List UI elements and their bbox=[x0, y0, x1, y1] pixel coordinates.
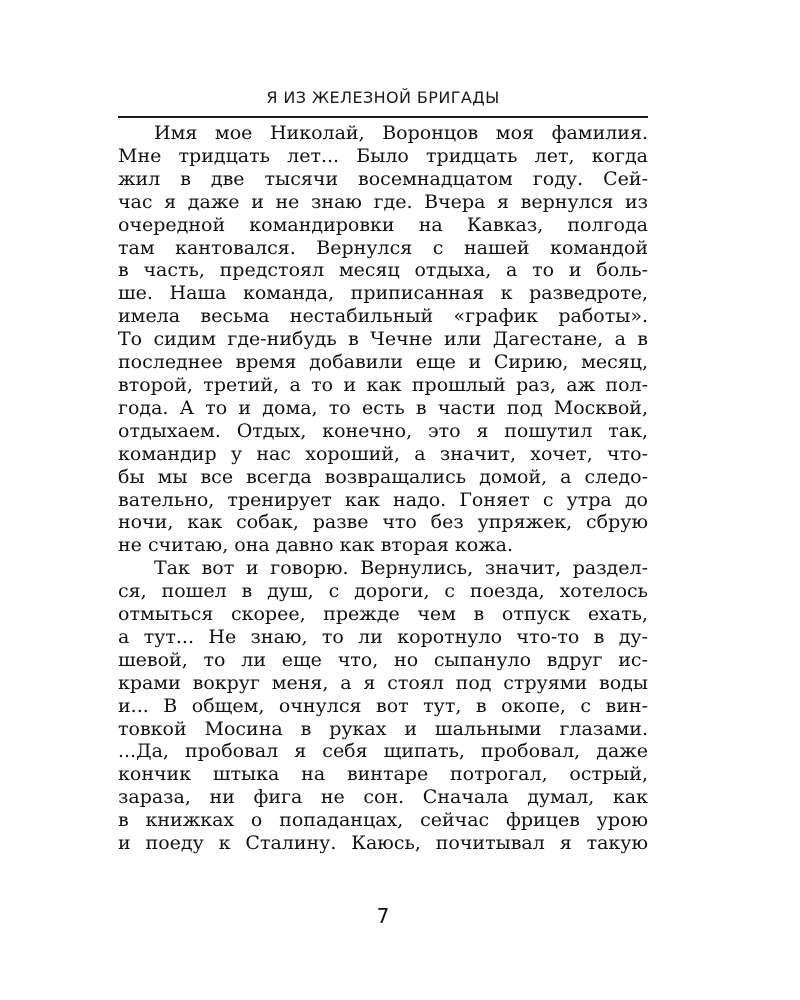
text-line: Так вот и говорю. Вернулись, значит, раздел- bbox=[154, 557, 648, 580]
text-line: ся, пошел в душ, с дороги, с поезда, хотелось bbox=[118, 580, 648, 603]
text-line: ...Да, пробовал я себя щипать, пробовал, даже bbox=[118, 740, 648, 763]
text-line: года. А то и дома, то есть в части под Москвой, bbox=[118, 396, 648, 419]
text-line: командир у нас хороший, а значит, хочет, что- bbox=[118, 442, 648, 465]
text-line: кончик штыка на винтаре потрогал, острый, bbox=[118, 763, 648, 786]
text-line: Имя мое Николай, Воронцов моя фамилия. bbox=[154, 122, 648, 144]
text-line: час я даже и не знаю где. Вчера я вернулся из bbox=[118, 190, 648, 213]
text-line: и поеду к Сталину. Каюсь, почитывал я такую bbox=[118, 832, 648, 855]
paragraph-2 bbox=[118, 557, 648, 855]
text-line: очередной командировки на Кавказ, полгода bbox=[118, 213, 648, 236]
text-line: не считаю, она давно как вторая кожа. bbox=[118, 534, 514, 557]
text-line: в часть, предстоял месяц отдыха, а то и боль- bbox=[118, 259, 648, 282]
text-line: зараза, ни фига не сон. Сначала думал, как bbox=[118, 786, 648, 809]
text-line: шевой, то ли еще что, но сыпануло вдруг ис- bbox=[118, 648, 648, 671]
text-line: ночи, как собак, разве что без упряжек, сбрую bbox=[118, 511, 648, 534]
text-line: отдыхаем. Отдых, конечно, это я пошутил так, bbox=[118, 419, 648, 442]
text-line: То сидим где-нибудь в Чечне или Дагестане, а в bbox=[118, 328, 648, 351]
text-line: а тут... Не знаю, то ли коротнуло что-то в ду- bbox=[118, 625, 648, 648]
text-line: имела весьма нестабильный «график работы». bbox=[118, 305, 648, 328]
text-line: последнее время добавили еще и Сирию, месяц, bbox=[118, 351, 648, 374]
text-line: товкой Мосина в руках и шальными глазами. bbox=[118, 717, 648, 740]
text-line: отмыться скорее, прежде чем в отпуск ехать, bbox=[118, 603, 648, 626]
page-number: 7 bbox=[376, 904, 390, 928]
text-line: крами вокруг меня, а я стоял под струями воды bbox=[118, 671, 648, 694]
text-line: жил в две тысячи восемнадцатом году. Сей- bbox=[118, 167, 648, 190]
header-rule bbox=[118, 116, 648, 118]
text-line: Мне тридцать лет... Было тридцать лет, когда bbox=[118, 144, 648, 167]
text-line: там кантовался. Вернулся с нашей командой bbox=[118, 236, 648, 259]
text-line: вательно, тренирует как надо. Гоняет с утра до bbox=[118, 488, 648, 511]
paragraph-1 bbox=[118, 122, 648, 557]
running-head: Я ИЗ ЖЕЛЕЗНОЙ БРИГАДЫ bbox=[266, 88, 500, 107]
page-body bbox=[118, 122, 648, 855]
text-line: ше. Наша команда, приписанная к разведроте, bbox=[118, 282, 648, 305]
text-line: и... В общем, очнулся вот тут, в окопе, с вин- bbox=[118, 694, 648, 717]
text-line: в книжках о попаданцах, сейчас фрицев урою bbox=[118, 809, 648, 832]
text-line: второй, третий, а то и как прошлый раз, аж пол- bbox=[118, 373, 648, 396]
text-line: бы мы все всегда возвращались домой, а следо- bbox=[118, 465, 648, 488]
